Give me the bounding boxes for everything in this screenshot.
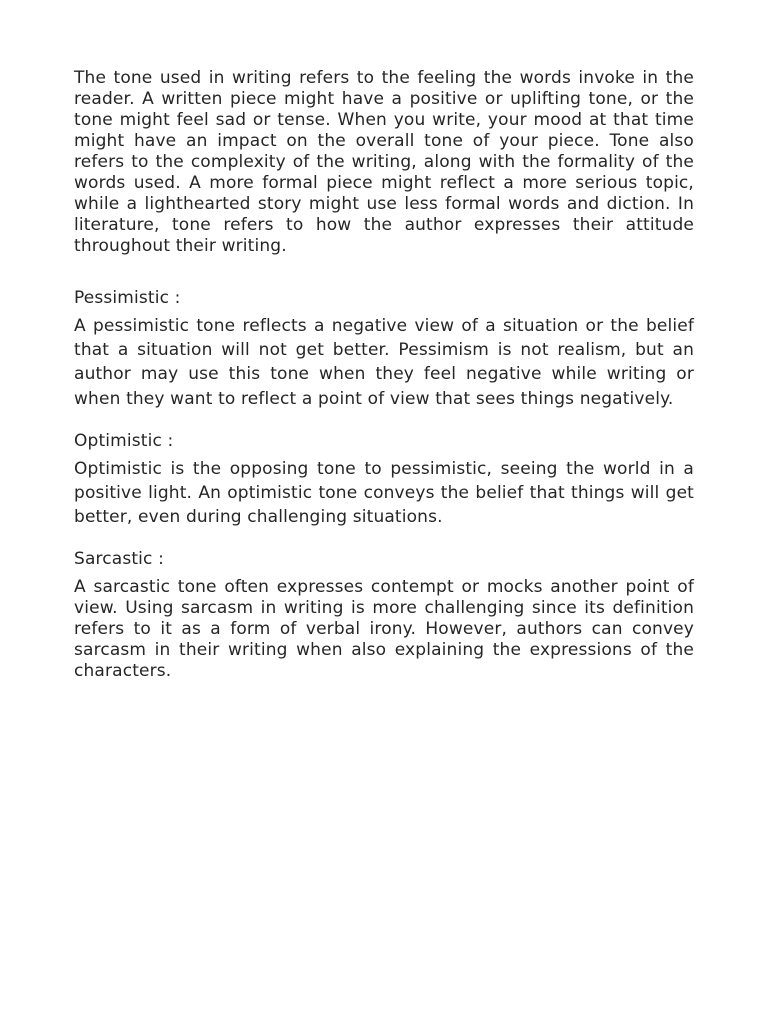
document-page — [74, 68, 694, 682]
section-body-optimistic: Optimistic is the opposing tone to pessimistic, seeing the world in a positive light. An optimistic tone conveys the belief that things will get better, even during challenging situations. — [74, 458, 694, 528]
section-body-pessimistic: A pessimistic tone reflects a negative view of a situation or the belief that a situation will not get better. Pessimism is not realism, but an author may use this tone when they feel negative while writing or when they want to reflect a point of view that sees things negatively. — [74, 316, 694, 409]
section-heading-optimistic: Optimistic : — [74, 430, 174, 451]
section-body-sarcastic: A sarcastic tone often expresses contempt or mocks another point of view. Using sarcasm in writing is more challenging since its definition refers to it as a form of verbal irony. However, authors can convey sarcasm in their writing when also explaining the expressions of the characters. — [74, 577, 694, 682]
section-heading-sarcastic: Sarcastic : — [74, 549, 164, 570]
section-heading-pessimistic: Pessimistic : — [74, 288, 181, 308]
intro-paragraph: The tone used in writing refers to the feeling the words invoke in the reader. A written piece might have a positive or uplifting tone, or the tone might feel sad or tense. When you write, your mood at that time might have an impact on the overall tone of your piece. Tone also refers to the complexity of the writing, along with the formality of the words used. A more formal piece might reflect a more serious topic, while a lighthearted story might use less formal words and diction. In literature, tone refers to how the author expresses their attitude throughout their writing. — [74, 68, 694, 256]
